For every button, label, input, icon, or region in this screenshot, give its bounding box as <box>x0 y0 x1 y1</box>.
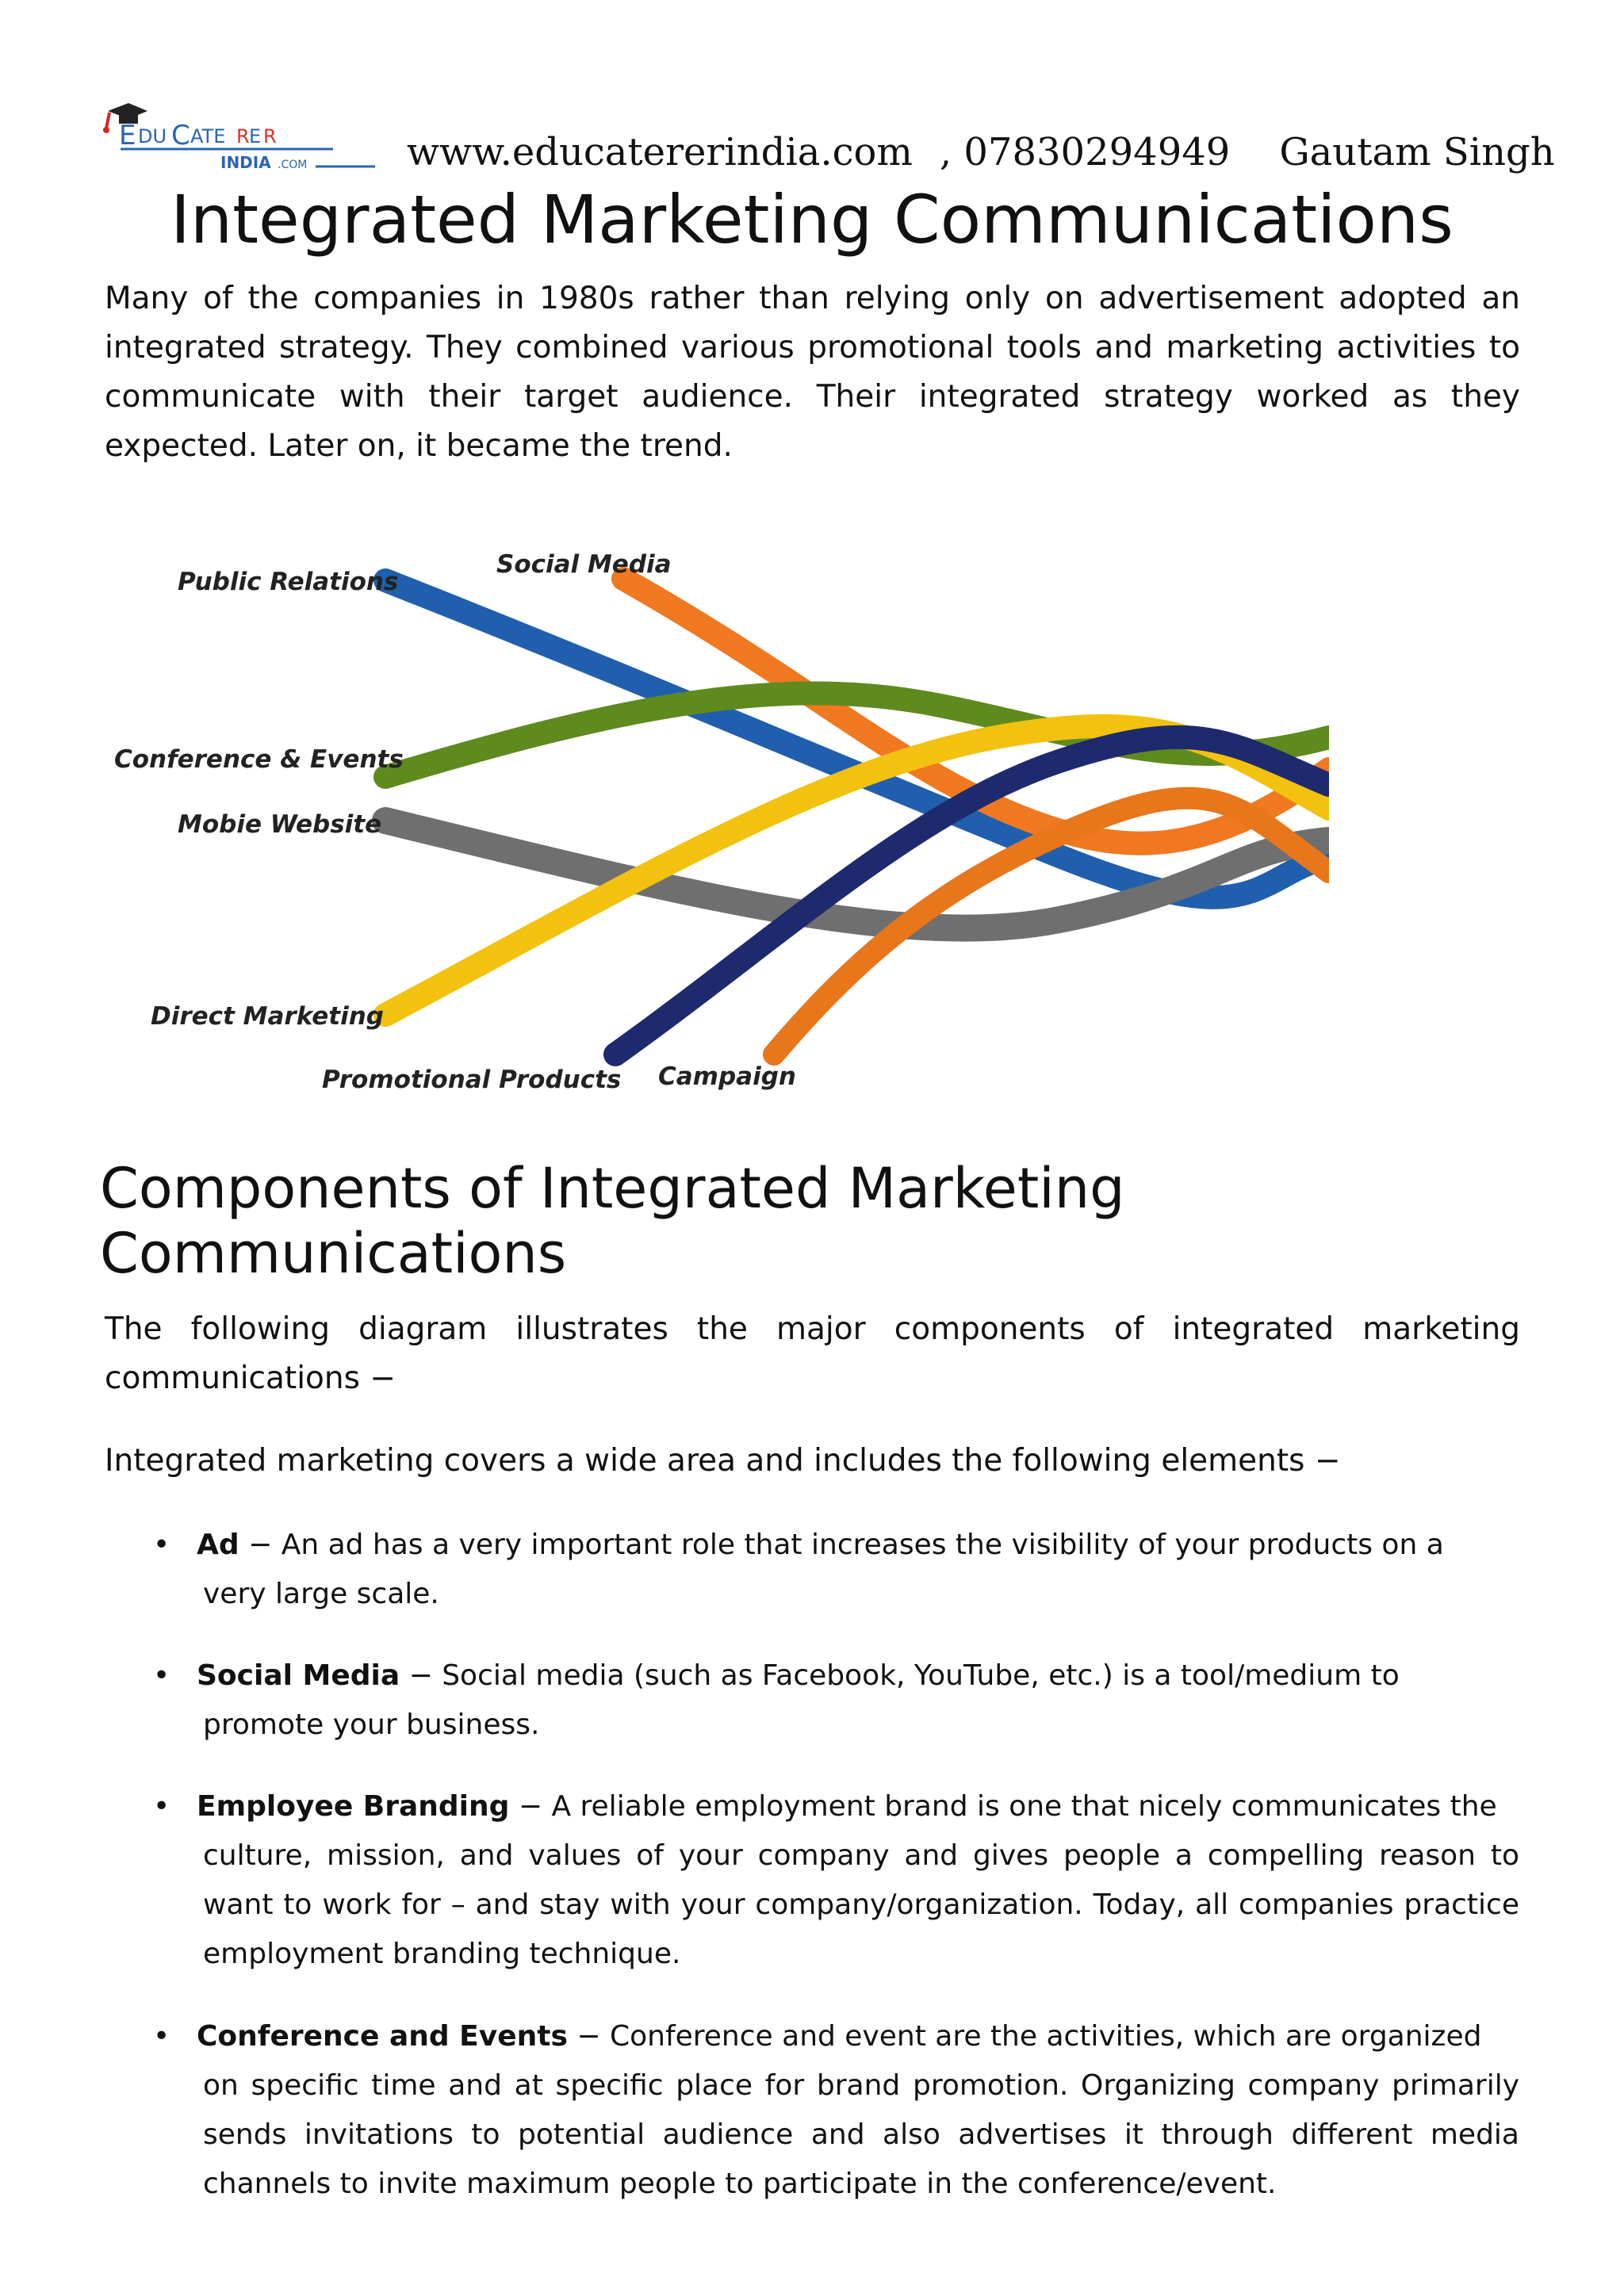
svg-text:E: E <box>249 125 262 147</box>
website-link[interactable]: www.educatererindia.com <box>407 130 913 174</box>
svg-text:.COM: .COM <box>278 159 308 171</box>
list-item <box>153 2012 1519 2209</box>
item-term: Conference and Events <box>197 2020 568 2053</box>
item-text: − A reliable employment brand is one that nicely communicates the <box>509 1790 1497 1823</box>
bullet-icon: • <box>153 1790 170 1823</box>
svg-text:C: C <box>171 120 190 151</box>
bullet-icon: • <box>153 1659 170 1692</box>
list-item <box>153 1782 1519 1979</box>
label-campaign: Campaign <box>658 1062 796 1091</box>
components-intro: The following diagram illustrates the major components of integrated marketing communications − <box>105 1311 1520 1396</box>
item-text-continued: promote your business. <box>203 1709 540 1741</box>
svg-text:R: R <box>263 125 277 147</box>
item-text: − An ad has a very important role that increases the visibility of your products on a <box>239 1529 1444 1561</box>
label-mobile-website: Mobie Website <box>178 810 382 839</box>
item-text: − Social media (such as Facebook, YouTube, etc.) is a tool/medium to <box>400 1659 1400 1692</box>
bullet-icon: • <box>153 2020 170 2053</box>
list-item <box>153 1521 1519 1619</box>
page-title: Integrated Marketing Communications <box>170 181 1454 258</box>
item-text-continued: very large scale. <box>203 1578 439 1610</box>
svg-text:ATE: ATE <box>190 125 226 147</box>
educaterer-logo <box>102 97 387 176</box>
section-heading: Components of Integrated Marketing Communications <box>100 1156 1125 1286</box>
page-header <box>102 97 1555 184</box>
svg-text:INDIA: INDIA <box>220 153 271 172</box>
intro-paragraph: Many of the companies in 1980s rather than relying only on advertisement adopted an integrated strategy. They combined various promotional tools and marketing activities to communicate with their target audience. Their integrated strategy worked as they expected. Later on, it became the trend. <box>105 281 1520 464</box>
item-term: Social Media <box>197 1659 400 1692</box>
item-term: Ad <box>197 1529 239 1561</box>
elements-intro: Integrated marketing covers a wide area and includes the following elements − <box>105 1443 1341 1479</box>
bullet-icon: • <box>153 1529 170 1561</box>
svg-text:DU: DU <box>138 125 167 147</box>
author-name: Gautam Singh <box>1279 130 1555 174</box>
item-text-continued: culture, mission, and values of your company and gives people a compelling reason to want to work for – and stay with your company/organization. Today, all companies practice employment branding technique. <box>203 1839 1519 1970</box>
item-text-continued: on specific time and at specific place for brand promotion. Organizing company primarily sends invitations to potential audience and also advertises it through different media channels to invite maximum people to participate in the conference/event. <box>203 2069 1519 2200</box>
header-contact <box>407 130 1555 174</box>
list-item <box>153 1651 1519 1750</box>
phone-number: , 07830294949 <box>939 130 1231 174</box>
svg-text:R: R <box>236 125 250 147</box>
item-text: − Conference and event are the activities, which are organized <box>567 2020 1482 2053</box>
label-promotional-products: Promotional Products <box>322 1066 622 1094</box>
label-direct-marketing: Direct Marketing <box>151 1002 384 1031</box>
label-public-relations: Public Relations <box>178 568 399 596</box>
item-term: Employee Branding <box>197 1790 510 1823</box>
label-social-media: Social Media <box>496 550 672 579</box>
imc-ropes-diagram <box>108 507 1329 1110</box>
label-conference-events: Conference & Events <box>114 745 404 774</box>
svg-text:E: E <box>119 120 137 151</box>
